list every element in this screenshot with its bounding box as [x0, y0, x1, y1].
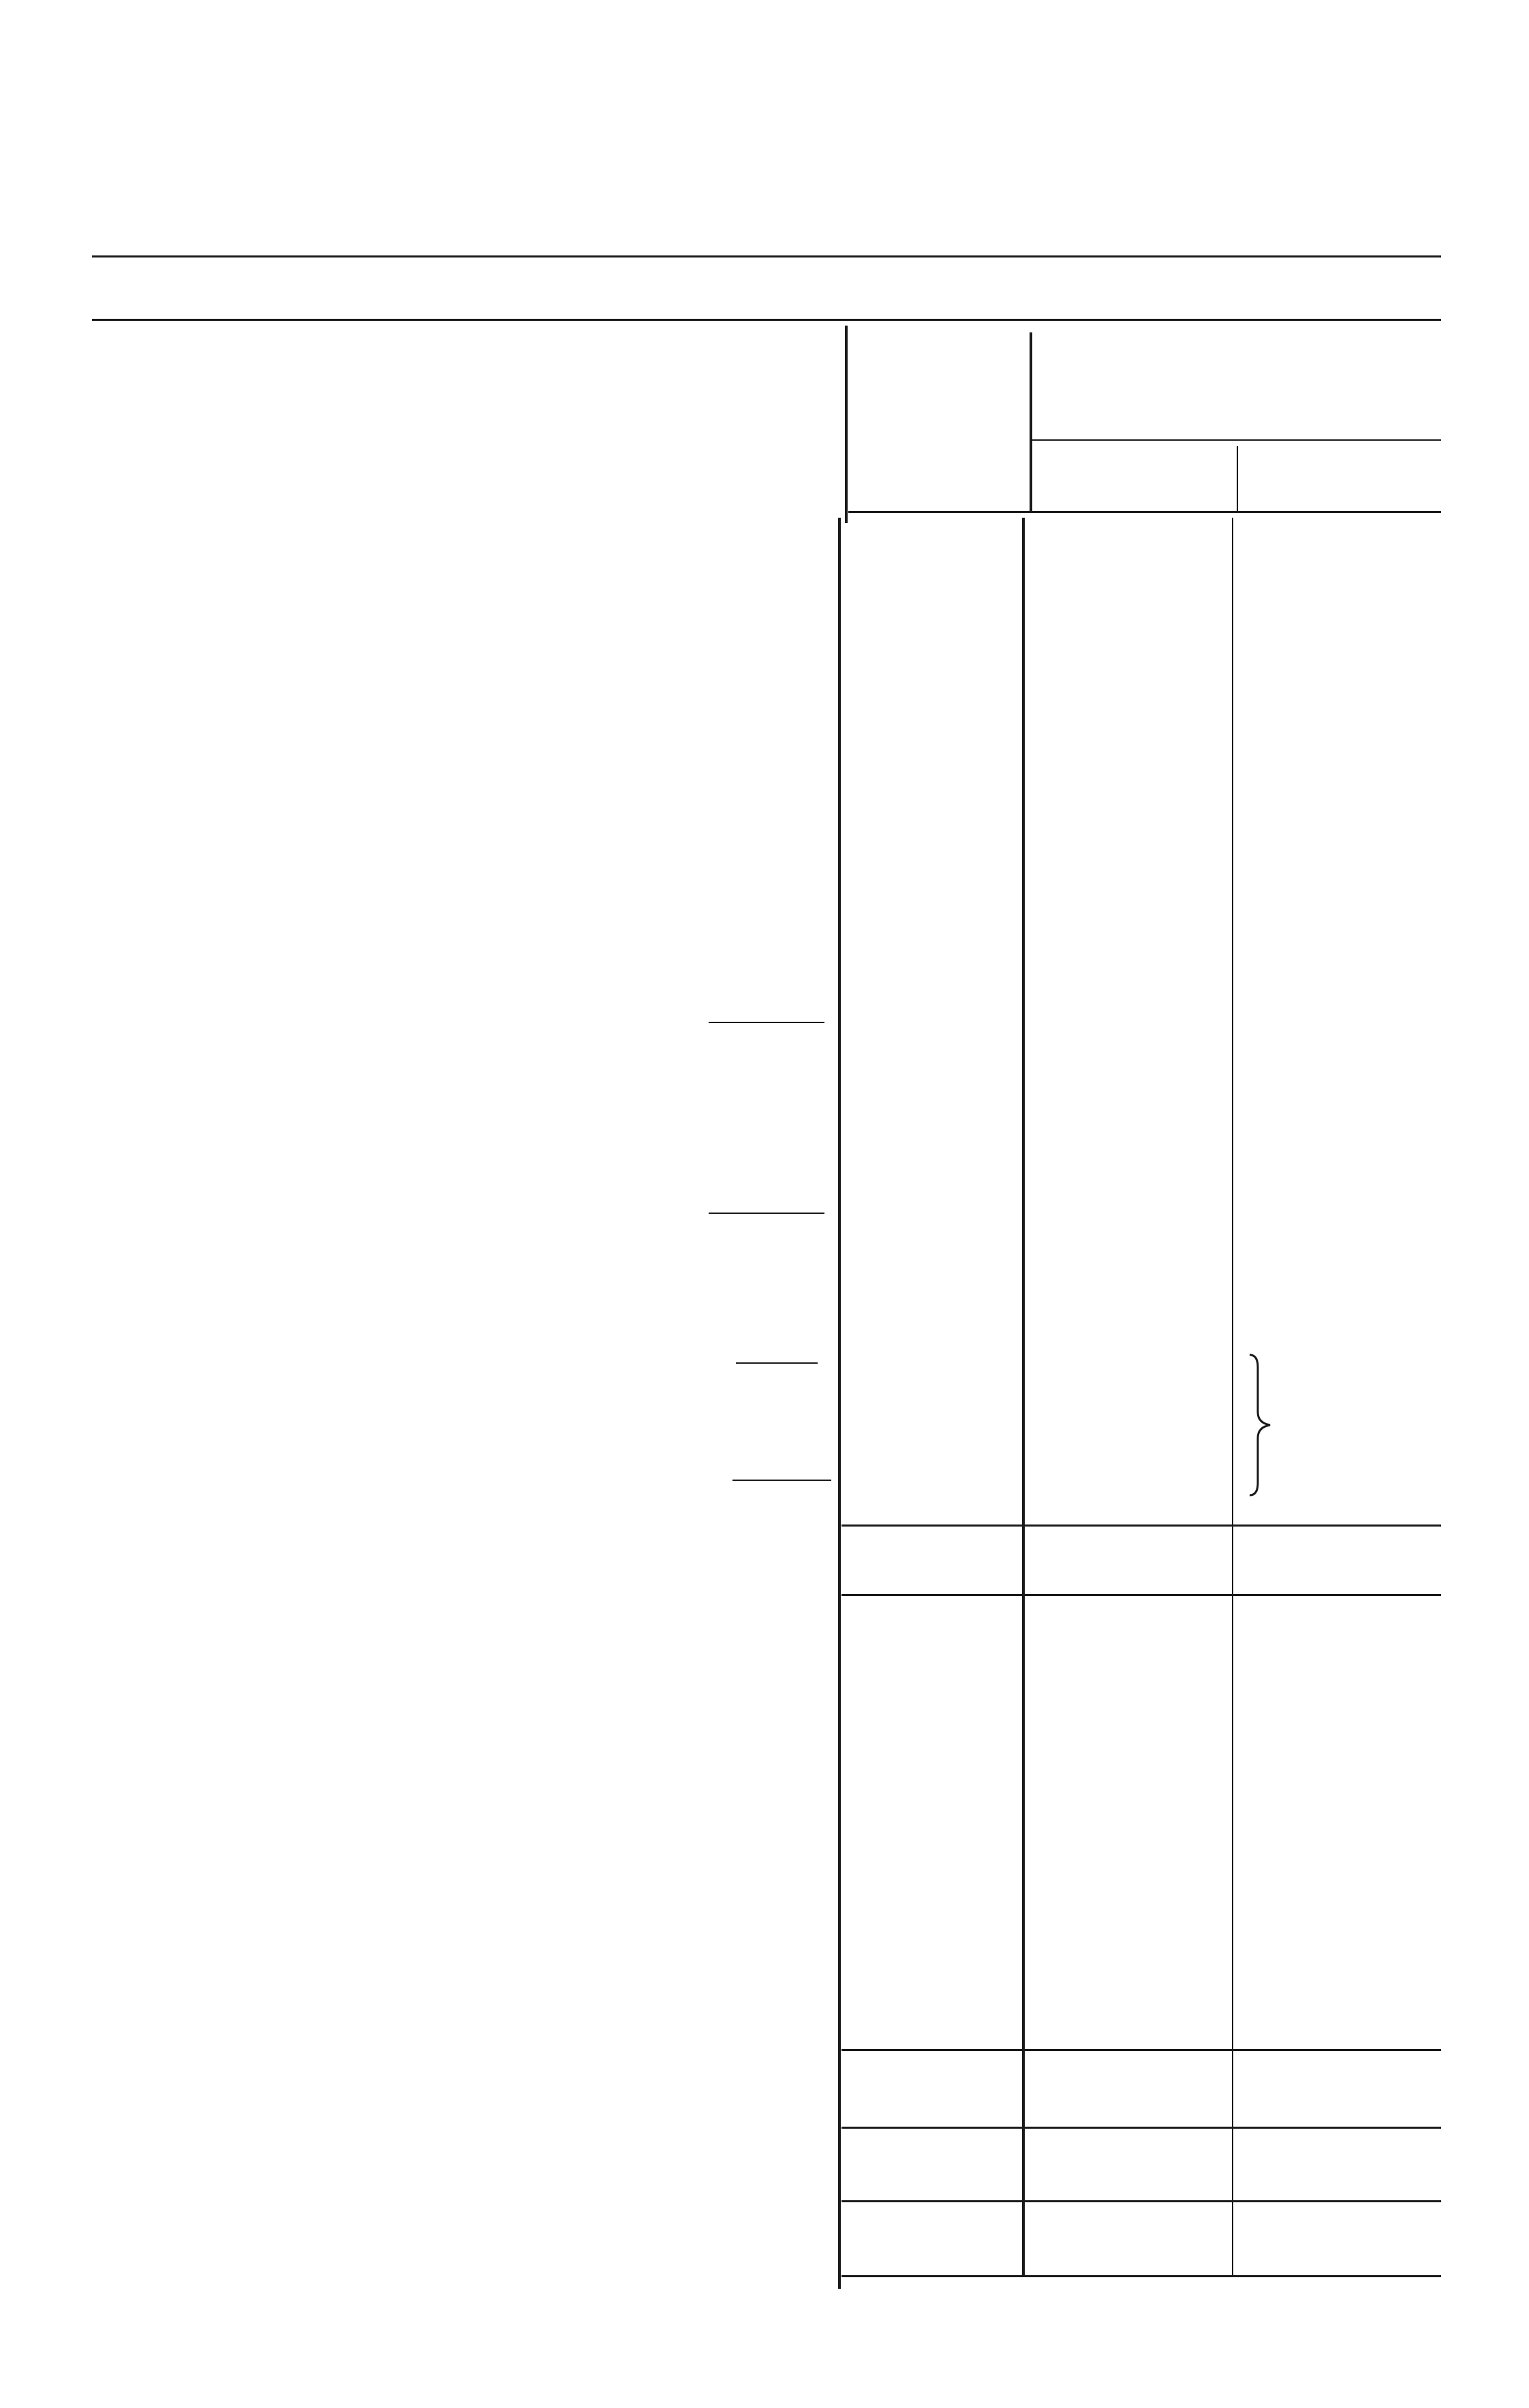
extra-rule	[732, 1480, 831, 1481]
other-totals-rule-top	[841, 2049, 1441, 2051]
col-rule-voted	[1232, 518, 1233, 2275]
header-rule-2	[92, 319, 1441, 321]
col-rule-mid	[1022, 518, 1025, 2275]
col-header-bottom-rule	[848, 511, 1441, 513]
grand-rule-bottom	[841, 2200, 1441, 2202]
col-group-rule	[1032, 439, 1441, 441]
right-brace-icon	[1247, 1352, 1281, 1499]
header-rule-1	[92, 255, 1441, 257]
salaries-totals-rule-bottom	[841, 1594, 1441, 1596]
col-rule-left-top	[845, 326, 848, 523]
other-totals-rule-bottom	[841, 2127, 1441, 2129]
final-rule	[841, 2275, 1441, 2277]
col-rule-left	[838, 518, 841, 2289]
col-rule-voted-top	[1237, 446, 1238, 511]
salaries-totals-rule-top	[841, 1524, 1441, 1527]
salaries-subtotal-rule	[709, 1022, 824, 1023]
less-rule	[736, 1362, 818, 1364]
col-rule-mid-top	[1030, 332, 1032, 511]
salaries-total-rule	[709, 1213, 824, 1214]
